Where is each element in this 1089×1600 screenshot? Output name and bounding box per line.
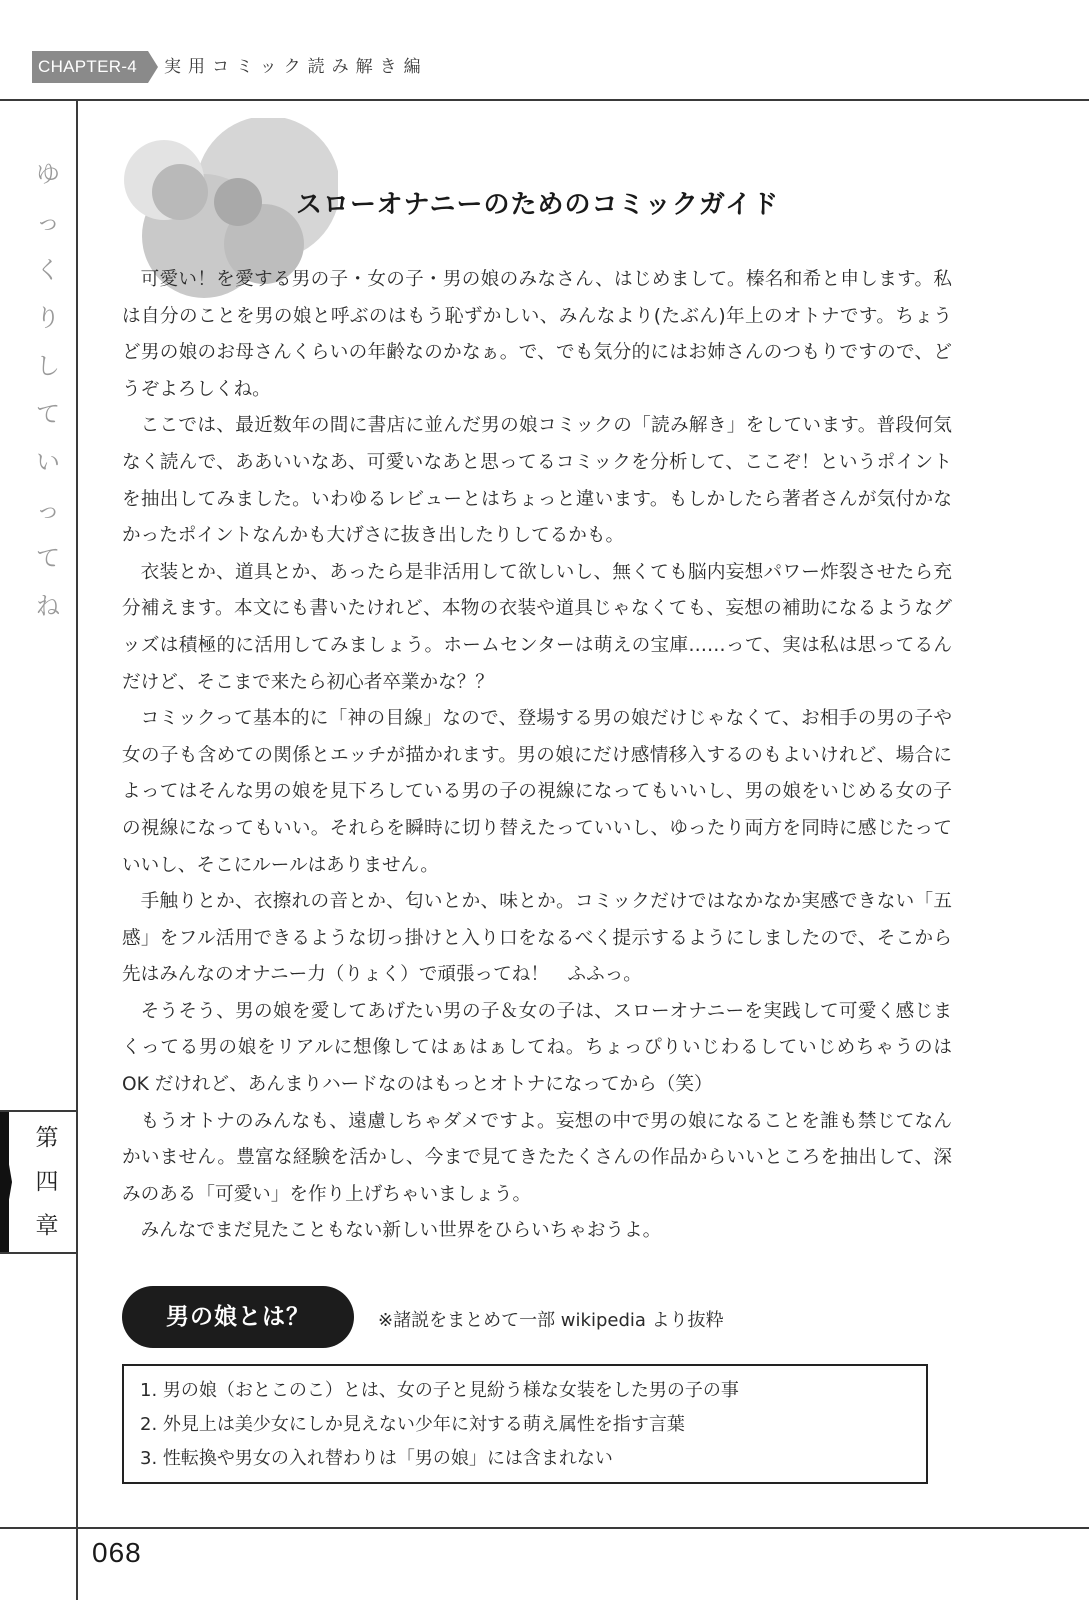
paragraph: そうそう、男の娘を愛してあげたい男の子＆女の子は、スローオナニーを実践して可愛く感じまくってる男の娘をリアルに想像してはぁはぁしてね。ちょっぴりいじわるしていじめちゃうのは OK だけれど、あんまりハードなのはもっとオトナになってから（笑） bbox=[122, 1000, 952, 1096]
decor-circle bbox=[152, 164, 208, 220]
chapter-tab-arrow bbox=[148, 51, 158, 83]
side-char: い bbox=[36, 448, 60, 476]
side-char: り bbox=[36, 304, 60, 332]
paragraph: みんなでまだ見たこともない新しい世界をひらいちゃおうよ。 bbox=[140, 1220, 662, 1242]
definition-box bbox=[122, 1364, 928, 1484]
paragraph: 可愛い！を愛する男の子・女の子・男の娘のみなさん、はじめまして。榛名和希と申します。私は自分のことを男の娘と呼ぶのはもう恥ずかしい、みんなより(たぶん)年上のオトナです。ちょうど男の娘のお母さんくらいの年齢なのかなぁ。で、でも気分的にはお姉さんのつもりですので、どうぞよろしくね。 bbox=[122, 269, 952, 400]
definition-item: 3. 性転換や男女の入れ替わりは「男の娘」には含まれない bbox=[140, 1448, 613, 1469]
chapter-tab-label: CHAPTER-4 bbox=[32, 51, 148, 83]
chapter-side-tab bbox=[0, 1112, 78, 1252]
paragraph: 手触りとか、衣擦れの音とか、匂いとか、味とか。コミックだけではなかなか実感できない「五感」をフル活用できるような切っ掛けと入り口をなるべく提示するようにしましたので、そこから先はみんなのオナニー力（りょく）で頑張ってね！ ふふっ。 bbox=[122, 891, 952, 986]
side-char: て bbox=[36, 400, 60, 428]
paragraph: ここでは、最近数年の間に書店に並んだ男の娘コミックの「読み解き」をしています。普段何気なく読んで、ああいいなあ、可愛いなあと思ってるコミックを分析して、ここぞ！というポイントを抽出してみました。いわゆるレビューとはちょっと違います。もしかしたら著者さんが気付かなかったポイントなんかも大げさに抜き出したりしてるかも。 bbox=[122, 415, 952, 547]
side-char: く bbox=[36, 256, 60, 284]
side-char: ゆ bbox=[36, 160, 60, 188]
side-vertical-text bbox=[32, 150, 64, 630]
paragraph: もうオトナのみんなも、遠慮しちゃダメですよ。妄想の中で男の娘になることを誰も禁じてなんかいません。豊富な経験を活かし、今まで見てきたたくさんの作品からいいところを抽出して、深みのある「可愛い」を作り上げちゃいましょう。 bbox=[122, 1110, 952, 1205]
chapter-char: 章 bbox=[35, 1213, 59, 1239]
margin-rule bbox=[76, 99, 78, 1600]
side-char: し bbox=[36, 352, 60, 380]
side-char: ね bbox=[36, 592, 60, 620]
header-rule bbox=[0, 99, 1089, 101]
chapter-char: 四 bbox=[35, 1169, 59, 1195]
article-body bbox=[122, 262, 952, 1250]
footer-rule bbox=[0, 1527, 1089, 1529]
paragraph: 衣装とか、道具とか、あったら是非活用して欲しいし、無くても脳内妄想パワー炸裂させたら充分補えます。本文にも書いたけれど、本物の衣装や道具じゃなくても、妄想の補助になるようなグッズは積極的に活用してみましょう。ホームセンターは萌えの宝庫……って、実は私は思ってるんだけど、そこまで来たら初心者卒業かな？？ bbox=[122, 561, 952, 693]
paragraph: コミックって基本的に「神の目線」なので、登場する男の娘だけじゃなくて、お相手の男の子や女の子も含めての関係とエッチが描かれます。男の娘にだけ感情移入するのもよいけれど、場合によってはそんな男の娘を見下ろしている男の子の視線になってもいいし、男の娘をいじめる女の子の視線になってもいい。それらを瞬時に切り替えたっていいし、ゆったり両方を同時に感じたっていいし、そこにルールはありません。 bbox=[122, 708, 952, 876]
chapter-tab-chars bbox=[22, 1116, 72, 1248]
chapter-char: 第 bbox=[35, 1125, 59, 1151]
side-char: っ bbox=[36, 208, 60, 236]
decor-circle bbox=[214, 178, 262, 226]
definition-item: 1. 男の娘（おとこのこ）とは、女の子と見紛う様な女装をした男の子の事 bbox=[140, 1380, 739, 1401]
page-title: スローオナニーのためのコミックガイド bbox=[296, 190, 780, 220]
definition-source-note: ※諸説をまとめて一部 wikipedia より抜粋 bbox=[378, 1310, 724, 1331]
chapter-subtitle: 実用コミック読み解き編 bbox=[164, 57, 428, 77]
definition-heading: 男の娘とは？ bbox=[122, 1286, 354, 1348]
definition-item: 2. 外見上は美少女にしか見えない少年に対する萌え属性を指す言葉 bbox=[140, 1414, 685, 1435]
page-number: 068 bbox=[92, 1537, 142, 1568]
side-char: っ bbox=[36, 496, 60, 524]
side-char: て bbox=[36, 544, 60, 572]
